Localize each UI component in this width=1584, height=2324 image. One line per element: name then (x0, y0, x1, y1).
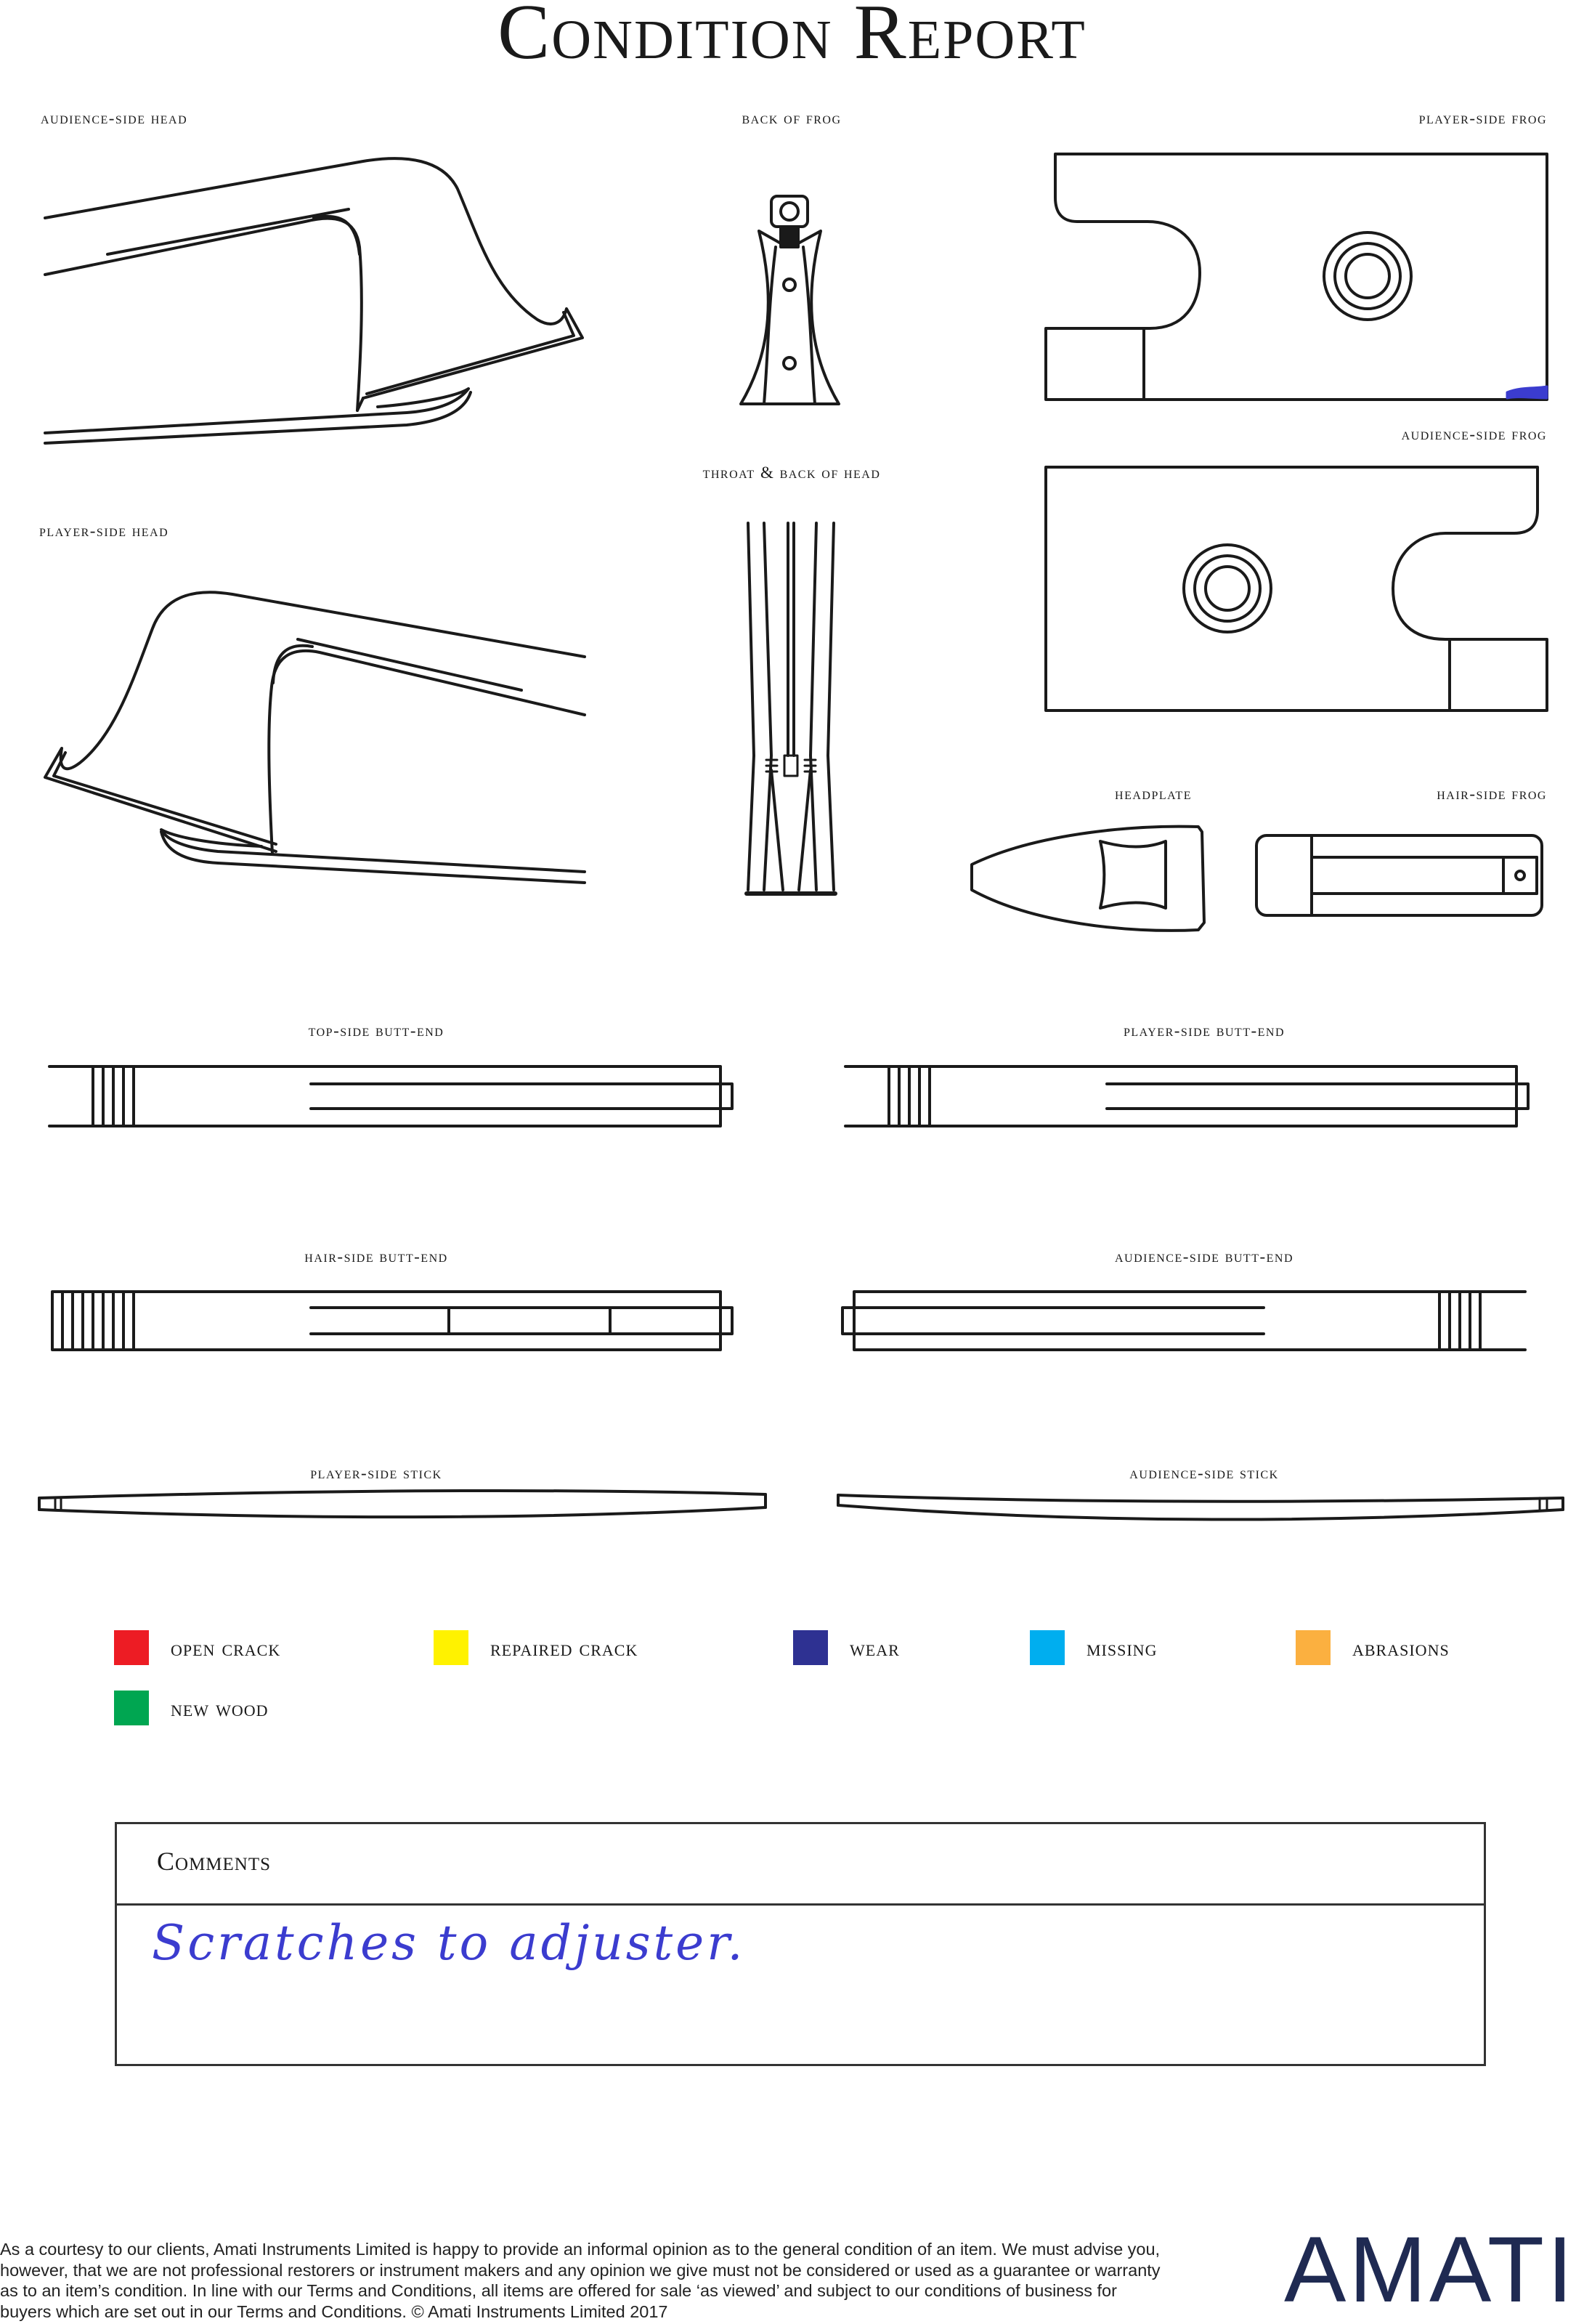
comments-header (117, 1824, 1484, 1906)
label-top-side-butt-end: top-side butt-end (308, 1021, 444, 1040)
label-throat-back-of-head: throat & back of head (702, 463, 881, 482)
legend-label: abrasions (1352, 1634, 1450, 1661)
legend-repaired-crack (434, 1629, 638, 1666)
audience-side-stick-drawing (838, 1495, 1563, 1520)
page-title: Condition Report (497, 0, 1087, 76)
player-side-butt-end-drawing (845, 1066, 1528, 1126)
headplate-drawing (972, 827, 1204, 931)
player-side-stick-drawing (39, 1491, 765, 1517)
label-hair-side-frog: hair-side frog (1437, 785, 1547, 803)
legend-swatch (434, 1630, 468, 1665)
label-audience-side-butt-end: audience-side butt-end (1114, 1247, 1294, 1266)
top-side-butt-end-drawing (49, 1066, 732, 1126)
legend-missing (1030, 1629, 1157, 1666)
comments-box (115, 1822, 1486, 2066)
player-side-head-drawing (45, 592, 585, 883)
label-player-side-butt-end: player-side butt-end (1123, 1021, 1286, 1040)
label-audience-side-head: audience-side head (41, 109, 188, 127)
disclaimer-text: As a courtesy to our clients, Amati Instruments Limited is happy to provide an informal opinion as to the general condition of an item. We must advise you, however, that we are not professional restorers or instrument makers and any opinion we give must not be considered or used as a guarantee or warranty as to an item’s condition. In line with our Terms and Conditions, all items are offered for sale ‘as viewed’ and subject to our conditions of business for buyers which are set out in our Terms and Conditions. © Amati Instruments Limited 2017 (0, 2240, 1161, 2321)
legend-label: open crack (171, 1634, 281, 1661)
audience-side-butt-end-drawing (842, 1292, 1525, 1350)
legend-swatch (793, 1630, 828, 1665)
wear-marking (1507, 386, 1547, 398)
legend-swatch (1296, 1630, 1331, 1665)
legend-label: new wood (171, 1694, 269, 1721)
legend-swatch (114, 1630, 149, 1665)
legend-open-crack (114, 1629, 280, 1666)
hair-side-butt-end-drawing (52, 1292, 732, 1350)
comments-text[interactable]: Scratches to adjuster. (152, 1915, 746, 1971)
legend-swatch (114, 1691, 149, 1725)
legend-swatch (1030, 1630, 1065, 1665)
label-player-side-head: player-side head (39, 522, 169, 540)
back-of-frog-drawing (741, 196, 839, 404)
legend-abrasions (1296, 1629, 1450, 1666)
label-hair-side-butt-end: hair-side butt-end (304, 1247, 448, 1266)
legend-new-wood (114, 1690, 269, 1726)
legend-label: repaired crack (490, 1634, 638, 1661)
legend-wear (793, 1629, 900, 1666)
label-back-of-frog: back of frog (742, 109, 842, 127)
legend-label: missing (1087, 1634, 1158, 1661)
comments-heading: Comments (157, 1847, 272, 1876)
label-player-side-stick: player-side stick (310, 1464, 442, 1482)
audience-side-frog-drawing (1046, 467, 1547, 710)
throat-back-of-head-drawing (747, 523, 835, 894)
hair-side-frog-drawing (1256, 835, 1542, 915)
player-side-frog-drawing (1046, 154, 1547, 400)
label-player-side-frog: player-side frog (1418, 109, 1547, 127)
legend-label: wear (850, 1634, 900, 1661)
label-audience-side-frog: audience-side frog (1401, 425, 1547, 443)
label-headplate: headplate (1115, 785, 1192, 803)
amati-logo: AMATI (1284, 2218, 1576, 2322)
label-audience-side-stick: audience-side stick (1129, 1464, 1279, 1482)
audience-side-head-drawing (45, 158, 582, 443)
